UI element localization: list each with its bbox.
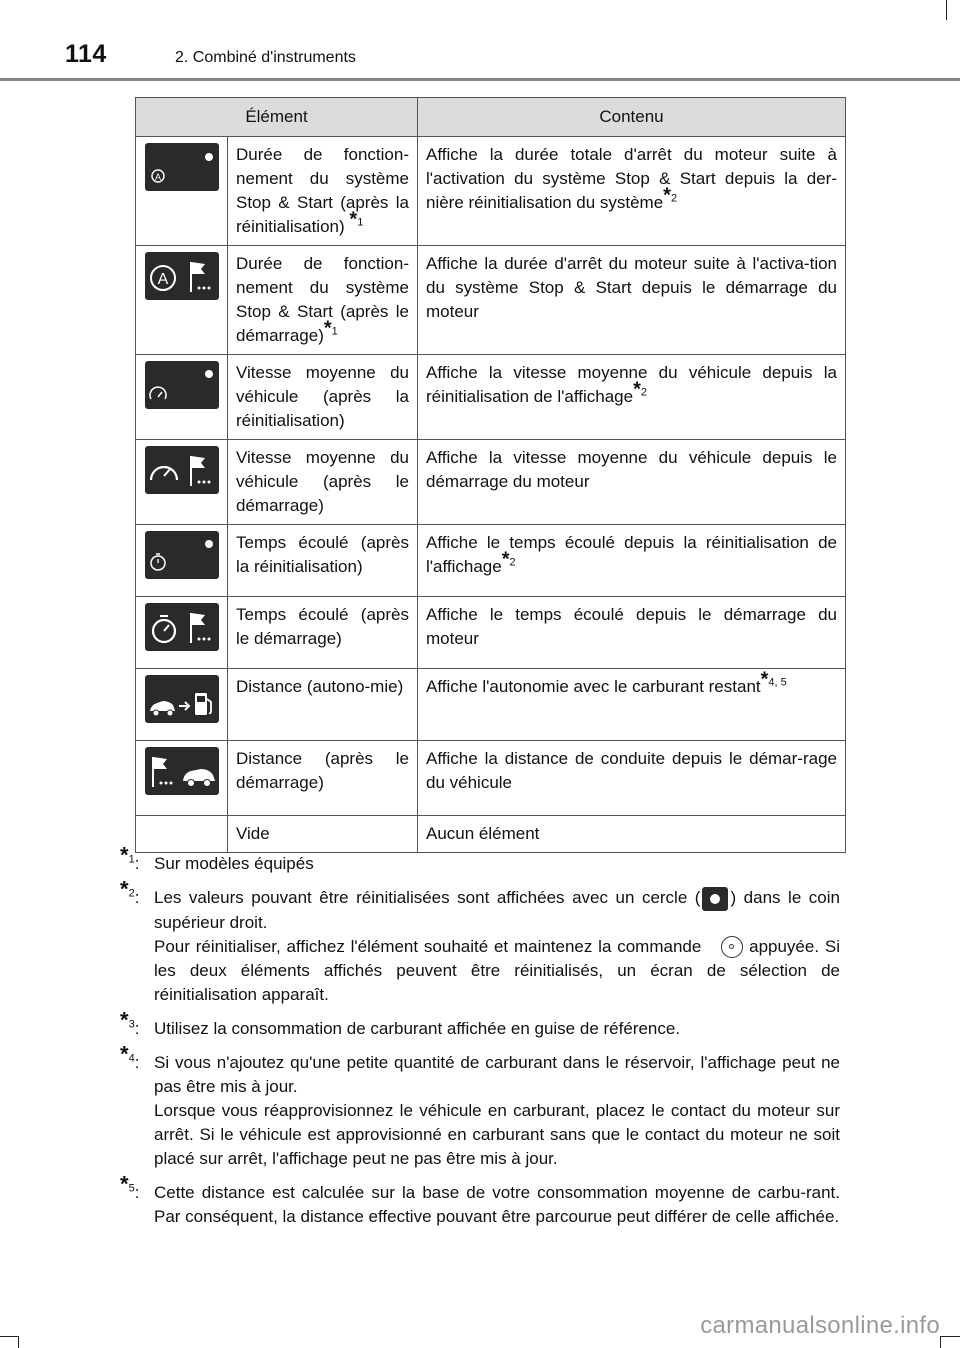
watermark: carmanualsonline.info (700, 1312, 940, 1339)
row-icon-cell (136, 137, 228, 246)
row-desc: Affiche la vitesse moyenne du véhicule depuis la réinitialisation de l'affichage*$^2$ (418, 355, 846, 440)
row-name: Durée de fonction-nement du système Stop & Start (après le démarrage)*$^1$ (228, 246, 418, 355)
avg-speed-reset-icon (145, 361, 219, 409)
row-name: Temps écoulé (après le démarrage) (228, 597, 418, 669)
row-icon-cell (136, 741, 228, 816)
crop-mark (18, 1336, 19, 1348)
row-desc: Affiche l'autonomie avec le carburant restant*$^{4, 5}$ (418, 669, 846, 741)
crop-mark (0, 1336, 18, 1337)
table-row (136, 355, 846, 440)
table-row (136, 137, 846, 246)
footnote-5: *$^5$: Cette distance est calculée sur la base de votre consommation moyenne de carbu-rant. Par conséquent, la distance effective pouvant être parcourue peut différer de celle affichée. (120, 1170, 840, 1226)
row-icon-cell (136, 440, 228, 525)
table-row (136, 669, 846, 741)
elapsed-time-reset-icon (145, 531, 219, 579)
distance-since-start-icon (145, 747, 219, 795)
table-row (136, 741, 846, 816)
elapsed-time-since-start-icon (145, 603, 219, 651)
row-name: Temps écoulé (après la réinitialisation) (228, 525, 418, 597)
footnote-marker: *$^5$: (120, 1170, 140, 1202)
row-icon-cell (136, 597, 228, 669)
table-row (136, 597, 846, 669)
footnotes (120, 842, 840, 1239)
row-desc: Affiche le temps écoulé depuis le démarrage du moteur (418, 597, 846, 669)
page-number: 114 (65, 40, 107, 68)
crop-mark (940, 1336, 960, 1337)
header-rule (0, 78, 960, 81)
row-desc: Affiche la vitesse moyenne du véhicule depuis le démarrage du moteur (418, 440, 846, 525)
crop-mark (940, 1336, 941, 1348)
row-name: Durée de fonction-nement du système Stop & Start (après la réinitialisation) *$^1$ (228, 137, 418, 246)
row-name: Distance (autono-mie) (228, 669, 418, 741)
footnote-2: *$^2$: Les valeurs pouvant être réinitialisées sont affichées avec un cercle ( ) dans le coin supérieur droit. Pour réinitialiser, affichez l'élément souhaité et maintenez la commande appuyée. Si les deux éléments affichés peuvent être réinitialisés, un écran de sélection de réinitialisation apparaît. (120, 876, 840, 1004)
svg-text:A: A (154, 172, 161, 182)
svg-text:A: A (157, 271, 168, 288)
row-icon-cell (136, 669, 228, 741)
section-title: 2. Combiné d'instruments (175, 49, 356, 66)
footnote-marker: *$^2$: (120, 876, 140, 907)
table-row (136, 440, 846, 525)
row-desc: Affiche le temps écoulé depuis la réinitialisation de l'affichage*$^2$ (418, 525, 846, 597)
row-icon-cell (136, 525, 228, 597)
footnote-4: *$^4$: Si vous n'ajoutez qu'une petite quantité de carburant dans le réservoir, l'affichage peut ne pas être mis à jour. Lorsque vous réapprovisionnez le véhicule en carburant, placez le contact du moteur sur arrêt. Si le véhicule est approvisionné en carburant sans que le contact du moteur ne soit placé sur arrêt, l'affichage peut ne pas être mis à jour. (120, 1040, 840, 1168)
row-desc: Affiche la distance de conduite depuis le démar-rage du véhicule (418, 741, 846, 816)
crop-mark (946, 0, 947, 20)
trip-info-table (135, 97, 846, 853)
avg-speed-since-start-icon (145, 446, 219, 494)
footnote-marker: *$^1$: (120, 842, 140, 873)
stop-start-since-start-icon (145, 252, 219, 300)
row-icon-cell (136, 816, 228, 853)
footnote-marker: *$^4$: (120, 1040, 140, 1072)
row-desc: Affiche la durée d'arrêt du moteur suite à l'activa-tion du système Stop & Start depuis le démarrage du moteur (418, 246, 846, 355)
page-header (0, 0, 960, 82)
table-header-row (136, 98, 846, 137)
steering-switch-button-icon (721, 936, 743, 958)
footnote-marker: *$^3$: (120, 1006, 140, 1038)
row-desc: Aucun élément (418, 816, 846, 853)
footnote-3: *$^3$: Utilisez la consommation de carburant affichée en guise de référence. (120, 1017, 840, 1041)
stop-start-reset-icon (145, 143, 219, 191)
reset-circle-icon (702, 887, 728, 911)
table-row (136, 816, 846, 853)
table-row (136, 525, 846, 597)
row-icon-cell (136, 246, 228, 355)
range-fuel-icon (145, 675, 219, 723)
col-header-content: Contenu (418, 98, 846, 137)
footnote-1: *$^1$: Sur modèles équipés (120, 852, 840, 876)
row-icon-cell (136, 355, 228, 440)
row-name: Vide (228, 816, 418, 853)
row-name: Vitesse moyenne du véhicule (après la réinitialisation) (228, 355, 418, 440)
row-name: Distance (après le démarrage) (228, 741, 418, 816)
row-name: Vitesse moyenne du véhicule (après le démarrage) (228, 440, 418, 525)
table-row (136, 246, 846, 355)
row-desc: Affiche la durée totale d'arrêt du moteur suite à l'activation du système Stop & Start depuis la der-nière réinitialisation du système*$^2$ (418, 137, 846, 246)
col-header-element: Élément (136, 98, 418, 137)
